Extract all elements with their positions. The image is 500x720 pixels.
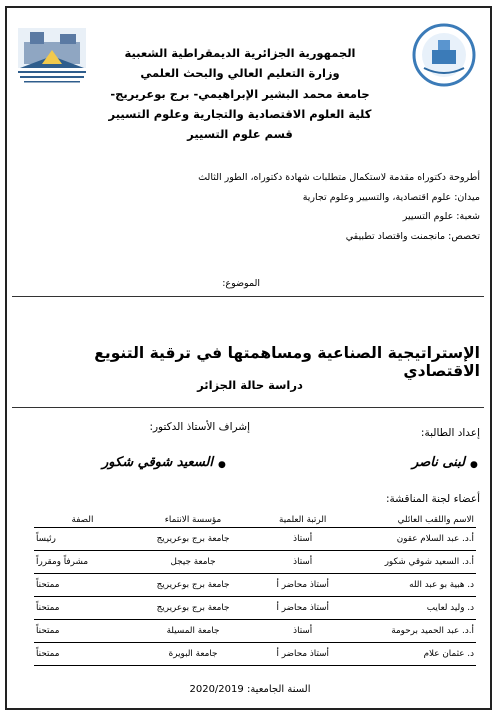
thesis-title: الإستراتيجية الصناعية ومساهمتها في ترقية التنويع الاقتصادي	[94, 344, 480, 380]
member-rank: أستاذ محاضر أ	[255, 574, 350, 597]
member-name: د. عثمان علام	[350, 643, 476, 666]
supervisor-label: إشراف الأستاذ الدكتور:	[149, 421, 250, 433]
table-row	[34, 643, 476, 666]
member-institution: جامعة برج بوعريريج	[131, 574, 255, 597]
university-logo-icon	[12, 20, 92, 90]
table-row	[34, 551, 476, 574]
student-name: لبنى ناصر	[412, 455, 465, 470]
member-role: ممتحناً	[34, 574, 131, 597]
member-name: أ.د. عبد السلام عقون	[350, 528, 476, 551]
supervisor-name: السعيد شوقي شكور	[102, 455, 213, 470]
table-row	[34, 620, 476, 643]
thesis-subtitle: دراسة حالة الجزائر	[197, 378, 303, 392]
thesis-type: أطروحة دكتوراه مقدمة لاستكمال متطلبات شهادة دكتوراه، الطور الثالث	[198, 172, 480, 183]
thesis-specialty: تخصص: مانجمنت واقتصاد تطبيقي	[345, 231, 480, 242]
divider-bottom	[12, 407, 484, 408]
faculty-line: كلية العلوم الاقتصادية والتجارية وعلوم التسيير	[108, 107, 372, 121]
department-line: قسم علوم التسيير	[187, 127, 293, 141]
member-rank: أستاذ	[255, 551, 350, 574]
ministry-line: وزارة التعليم العالي والبحث العلمي	[140, 66, 340, 80]
subject-label: الموضوع:	[222, 278, 260, 289]
committee-label: أعضاء لجنة المناقشة:	[386, 493, 480, 505]
header-role: الصفة	[34, 513, 131, 528]
university-line: جامعة محمد البشير الإبراهيمي- برج بوعريريج-	[110, 87, 370, 101]
header-institution: مؤسسة الانتماء	[131, 513, 255, 528]
committee-table	[34, 513, 476, 666]
committee-header-row	[34, 513, 476, 528]
supervisor-bullet-icon: ●	[218, 460, 226, 470]
member-institution: جامعة المسيلة	[131, 620, 255, 643]
header-rank: الرتبة العلمية	[255, 513, 350, 528]
member-name: د. وليد لعايب	[350, 597, 476, 620]
member-name: د. هبية بو عبد الله	[350, 574, 476, 597]
member-role: مشرفاً ومقرراً	[34, 551, 131, 574]
member-role: ممتحناً	[34, 597, 131, 620]
student-bullet-icon: ●	[470, 460, 478, 470]
member-institution: جامعة البويرة	[131, 643, 255, 666]
member-role: رئيساً	[34, 528, 131, 551]
member-name: أ.د. عبد الحميد برحومة	[350, 620, 476, 643]
academic-year: السنة الجامعية: 2020/2019	[189, 684, 311, 695]
table-row	[34, 528, 476, 551]
member-role: ممتحناً	[34, 620, 131, 643]
header-name: الاسم واللقب العائلي	[350, 513, 476, 528]
member-role: ممتحناً	[34, 643, 131, 666]
member-rank: أستاذ	[255, 620, 350, 643]
table-row	[34, 574, 476, 597]
table-row	[34, 597, 476, 620]
member-rank: أستاذ محاضر أ	[255, 643, 350, 666]
divider-top	[12, 296, 484, 297]
student-label: إعداد الطالبة:	[420, 427, 480, 439]
republic-line: الجمهورية الجزائرية الديمقراطية الشعبية	[124, 46, 356, 60]
member-name: أ.د. السعيد شوقي شكور	[350, 551, 476, 574]
member-rank: أستاذ	[255, 528, 350, 551]
university-emblem-icon	[404, 20, 484, 90]
member-institution: جامعة جيجل	[131, 551, 255, 574]
member-institution: جامعة برج بوعريريج	[131, 597, 255, 620]
thesis-branch: شعبة: علوم التسيير	[402, 211, 480, 222]
member-institution: جامعة برج بوعريريج	[131, 528, 255, 551]
member-rank: أستاذ محاضر أ	[255, 597, 350, 620]
thesis-field: ميدان: علوم اقتصادية، والتسيير وعلوم تجارية	[302, 192, 480, 203]
